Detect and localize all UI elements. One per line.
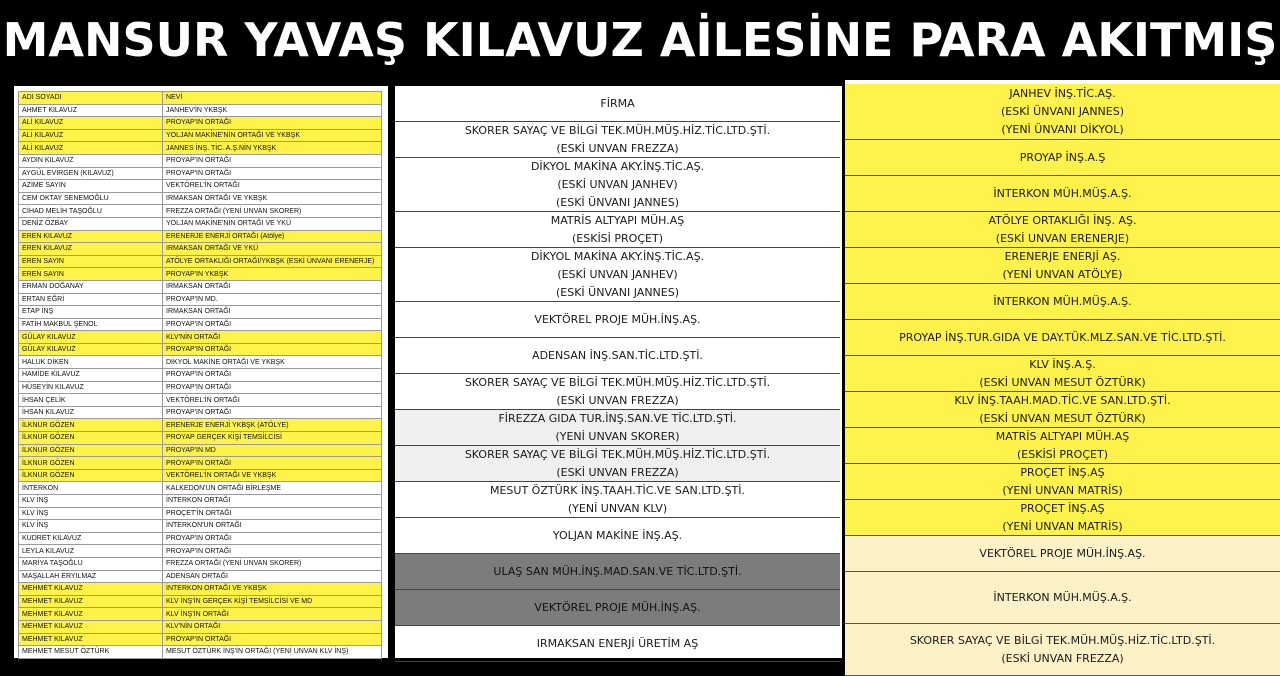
company-row <box>395 446 840 482</box>
person-name-cell: MARİYA TAŞOĞLU <box>19 557 163 570</box>
company-name: PROYAP İNŞ.A.Ş <box>1019 150 1106 164</box>
person-name-cell: ALİ KILAVUZ <box>19 129 163 142</box>
person-role-cell: IRMAKSAN ORTAĞI VE YKBŞK <box>163 192 382 205</box>
company-row <box>395 410 840 446</box>
person-name-cell: KLV İNŞ <box>19 507 163 520</box>
person-role-cell: PROYAP'IN MD. <box>163 293 382 306</box>
company-note: (ESKİSİ PROÇET) <box>572 231 663 245</box>
person-name-cell: EREN KILAVUZ <box>19 243 163 256</box>
table-row <box>19 646 382 659</box>
person-name-cell: LEYLA KILAVUZ <box>19 545 163 558</box>
person-role-cell: FREZZA ORTAĞI (YENİ UNVAN SKORER) <box>163 205 382 218</box>
person-role-cell: KLV İNŞ'İN ORTAĞI <box>163 608 382 621</box>
person-role-cell: İNTERKON'UN ORTAĞI <box>163 520 382 533</box>
table-row <box>19 167 382 180</box>
company-table-panel <box>395 86 842 658</box>
company-row <box>395 302 840 338</box>
person-name-cell: AYGÜL EVİRGEN (KILAVUZ) <box>19 167 163 180</box>
table-row <box>19 620 382 633</box>
company-note: (ESKİ UNVAN FREZZA) <box>556 141 679 155</box>
company-rename-row <box>845 464 1280 500</box>
table-row <box>19 495 382 508</box>
table-row <box>19 482 382 495</box>
person-role-cell: DİKYOL MAKİNE ORTAĞI VE YKBŞK <box>163 356 382 369</box>
company-row <box>395 248 840 302</box>
company-rename-row <box>845 248 1280 284</box>
person-name-cell: AYDIN KILAVUZ <box>19 154 163 167</box>
company-name: ULAŞ SAN MÜH.İNŞ.MAD.SAN.VE TİC.LTD.ŞTİ. <box>493 564 742 578</box>
header-name-cell: ADI SOYADI <box>19 92 163 105</box>
company-row <box>395 518 840 554</box>
headline: MANSUR YAVAŞ KILAVUZ AİLESİNE PARA AKITMIŞ <box>2 13 1278 67</box>
company-note: (ESKİ UNVAN JANHEV) <box>557 177 678 191</box>
person-name-cell: KUDRET KILAVUZ <box>19 532 163 545</box>
person-role-cell: PROYAP'IN ORTAĞI <box>163 167 382 180</box>
table-row <box>19 381 382 394</box>
person-role-cell: ERENERJE ENERJİ ORTAĞI (Atölye) <box>163 230 382 243</box>
company-note: (YENİ UNVAN MATRİS) <box>1002 519 1123 533</box>
table-row <box>19 595 382 608</box>
company-row <box>395 212 840 248</box>
company-note: (ESKİ ÜNVANI JANNES) <box>555 285 680 299</box>
person-role-cell: PROYAP'IN ORTAĞI <box>163 457 382 470</box>
company-rename-row <box>845 624 1280 676</box>
table-row <box>19 369 382 382</box>
person-role-table <box>18 91 382 659</box>
person-role-cell: PROYAP'IN ORTAĞI <box>163 381 382 394</box>
person-role-table-panel <box>14 86 388 658</box>
person-role-cell: IRMAKSAN ORTAĞI <box>163 280 382 293</box>
person-name-cell: MEHMET KILAVUZ <box>19 608 163 621</box>
company-note: (YENİ UNVAN KLV) <box>567 501 668 515</box>
table-row <box>19 142 382 155</box>
company-name: SKORER SAYAÇ VE BİLGİ TEK.MÜH.MÜŞ.HİZ.TİC.LTD.ŞTİ. <box>909 633 1216 647</box>
company-name: JANHEV İNŞ.TİC.AŞ. <box>1009 86 1116 100</box>
company-rename-row <box>845 536 1280 572</box>
table-row <box>19 205 382 218</box>
person-name-cell: HALUK DİKEN <box>19 356 163 369</box>
person-name-cell: MEHMET KILAVUZ <box>19 583 163 596</box>
person-name-cell: KLV İNŞ <box>19 520 163 533</box>
person-name-cell: CİHAD MELİH TAŞOĞLU <box>19 205 163 218</box>
company-name: ERENERJE ENERJİ AŞ. <box>1004 249 1121 263</box>
table-row <box>19 532 382 545</box>
company-name: IRMAKSAN ENERJİ ÜRETİM AŞ <box>536 636 699 650</box>
company-row <box>395 482 840 518</box>
company-note: (ESKİ UNVAN JANHEV) <box>557 267 678 281</box>
person-role-cell: ATÖLYE ORTAKLIĞI ORTAĞI/YKBŞK (ESKİ ÜNVANI ERENERJE) <box>163 255 382 268</box>
company-name: PROYAP İNŞ.TUR.GIDA VE DAY.TÜK.MLZ.SAN.VE TİC.LTD.ŞTİ. <box>899 330 1226 344</box>
company-name: ATÖLYE ORTAKLIĞI İNŞ. AŞ. <box>988 213 1137 227</box>
person-role-cell: JANHEV'İN YKBŞK <box>163 104 382 117</box>
person-role-cell: IRMAKSAN ORTAĞI VE YKÜ <box>163 243 382 256</box>
company-name: İNTERKON MÜH.MÜŞ.A.Ş. <box>993 294 1132 308</box>
person-name-cell: ERMAN DOĞANAY <box>19 280 163 293</box>
company-note: (YENİ UNVAN SKORER) <box>555 429 680 443</box>
company-note: (ESKİ UNVAN MESUT ÖZTÜRK) <box>979 375 1146 389</box>
person-role-cell: YOLJAN MAKİNE'NİN ORTAĞI VE YKBŞK <box>163 129 382 142</box>
table-row <box>19 507 382 520</box>
person-role-cell: KALKEDON'UN ORTAĞI BİRLEŞME <box>163 482 382 495</box>
table-row <box>19 129 382 142</box>
person-name-cell: İLKNUR GÖZEN <box>19 419 163 432</box>
table-row <box>19 280 382 293</box>
company-rename-row <box>845 212 1280 248</box>
table-row <box>19 217 382 230</box>
company-name: MATRİS ALTYAPI MÜH.AŞ <box>550 213 685 227</box>
person-role-cell: PROYAP'IN ORTAĞI <box>163 532 382 545</box>
person-name-cell: GÜLAY KILAVUZ <box>19 343 163 356</box>
person-name-cell: DENİZ ÖZBAY <box>19 217 163 230</box>
table-row <box>19 104 382 117</box>
company-name: VEKTÖREL PROJE MÜH.İNŞ.AŞ. <box>534 312 701 326</box>
person-name-cell: MEHMET KILAVUZ <box>19 633 163 646</box>
company-row <box>395 626 840 662</box>
company-name: DİKYOL MAKİNA AKY.İNŞ.TİC.AŞ. <box>530 249 705 263</box>
company-note: (ESKİ ÜNVANI JANNES) <box>555 195 680 209</box>
person-role-cell: VEKTÖREL'İN ORTAĞI <box>163 394 382 407</box>
company-name: MATRİS ALTYAPI MÜH.AŞ <box>995 429 1130 443</box>
company-row <box>395 86 840 122</box>
person-role-cell: PROYAP'IN ORTAĞI <box>163 369 382 382</box>
person-role-cell: PROYAP'IN ORTAĞI <box>163 154 382 167</box>
company-rename-row <box>845 176 1280 212</box>
company-name: KLV İNŞ.TAAH.MAD.TİC.VE SAN.LTD.ŞTİ. <box>954 393 1171 407</box>
table-row <box>19 633 382 646</box>
company-name: İNTERKON MÜH.MÜŞ.A.Ş. <box>993 186 1132 200</box>
table-row <box>19 557 382 570</box>
person-role-cell: IRMAKSAN ORTAĞI <box>163 306 382 319</box>
person-name-cell: ALİ KILAVUZ <box>19 142 163 155</box>
company-note: (ESKİ ÜNVANI JANNES) <box>1000 104 1125 118</box>
person-name-cell: MEHMET KILAVUZ <box>19 595 163 608</box>
person-role-cell: PROYAP'IN ORTAĞI <box>163 343 382 356</box>
person-role-cell: PROÇET'İN ORTAĞI <box>163 507 382 520</box>
person-name-cell: AZİME SAYIN <box>19 180 163 193</box>
person-name-cell: EREN SAYIN <box>19 268 163 281</box>
table-row <box>19 180 382 193</box>
company-note: (YENİ UNVAN MATRİS) <box>1002 483 1123 497</box>
person-name-cell: KLV İNŞ <box>19 495 163 508</box>
company-rename-row <box>845 500 1280 536</box>
table-row <box>19 520 382 533</box>
person-role-cell: PROYAP'IN YKBŞK <box>163 268 382 281</box>
company-note: (ESKİ UNVAN ERENERJE) <box>995 231 1130 245</box>
company-row <box>395 590 840 626</box>
person-role-cell: İNTERKON ORTAĞI <box>163 495 382 508</box>
company-name: FİRMA <box>600 96 635 110</box>
person-role-cell: İNTERKON ORTAĞI VE YKBŞK <box>163 583 382 596</box>
person-role-cell: VEKTÖREL'İN ORTAĞI <box>163 180 382 193</box>
person-role-cell: KLV'NİN ORTAĞI <box>163 331 382 344</box>
person-name-cell: EREN KILAVUZ <box>19 230 163 243</box>
person-name-cell: İLKNUR GÖZEN <box>19 469 163 482</box>
company-rename-table-panel <box>845 80 1280 672</box>
table-row <box>19 293 382 306</box>
table-row <box>19 230 382 243</box>
person-role-cell: ERENERJE ENERJİ YKBŞK (ATÖLYE) <box>163 419 382 432</box>
table-row <box>19 154 382 167</box>
company-name: FİREZZA GIDA TUR.İNŞ.SAN.VE TİC.LTD.ŞTİ. <box>498 411 737 425</box>
company-note: (YENİ UNVAN ATÖLYE) <box>1002 267 1123 281</box>
table-row <box>19 268 382 281</box>
company-note: (ESKİ UNVAN MESUT ÖZTÜRK) <box>979 411 1146 425</box>
person-role-cell: PROYAP'IN ORTAĞI <box>163 117 382 130</box>
company-row <box>395 554 840 590</box>
person-role-cell: PROYAP'IN ORTAĞI <box>163 406 382 419</box>
company-rename-row <box>845 572 1280 624</box>
company-name: VEKTÖREL PROJE MÜH.İNŞ.AŞ. <box>979 546 1146 560</box>
person-role-cell: PROYAP GERÇEK KİŞİ TEMSİLCİSİ <box>163 432 382 445</box>
company-name: SKORER SAYAÇ VE BİLGİ TEK.MÜH.MÜŞ.HİZ.TİC.LTD.ŞTİ. <box>464 123 771 137</box>
company-note: (ESKİ UNVAN FREZZA) <box>556 465 679 479</box>
person-name-cell: FATİH MAKBUL ŞENOL <box>19 318 163 331</box>
table-header-row <box>19 92 382 105</box>
person-name-cell: İLKNUR GÖZEN <box>19 432 163 445</box>
company-name: ADENSAN İNŞ.SAN.TİC.LTD.ŞTİ. <box>532 348 703 362</box>
person-role-cell: PROYAP'IN MD <box>163 444 382 457</box>
person-role-cell: PROYAP'IN ORTAĞI <box>163 545 382 558</box>
table-row <box>19 255 382 268</box>
person-name-cell: EREN SAYIN <box>19 255 163 268</box>
table-row <box>19 457 382 470</box>
person-name-cell: MEHMET MESUT ÖZTÜRK <box>19 646 163 659</box>
company-name: PROÇET İNŞ.AŞ <box>1020 465 1105 479</box>
person-name-cell: MEHMET KILAVUZ <box>19 620 163 633</box>
person-name-cell: GÜLAY KILAVUZ <box>19 331 163 344</box>
company-name: KLV İNŞ.A.Ş. <box>1029 357 1096 371</box>
company-name: MESUT ÖZTÜRK İNŞ.TAAH.TİC.VE SAN.LTD.ŞTİ. <box>489 483 746 497</box>
person-role-cell: JANNES İNŞ. TİC. A.Ş.NİN YKBŞK <box>163 142 382 155</box>
person-role-cell: YOLJAN MAKİNE'NİN ORTAĞI VE YKÜ <box>163 217 382 230</box>
header-role-cell: NEVİ <box>163 92 382 105</box>
person-role-cell: KLV'NİN ORTAĞI <box>163 620 382 633</box>
table-row <box>19 419 382 432</box>
company-name: SKORER SAYAÇ VE BİLGİ TEK.MÜH.MÜŞ.HİZ.TİC.LTD.ŞTİ. <box>464 375 771 389</box>
person-role-cell: KLV İNŞ'İN GERÇEK KİŞİ TEMSİLCİSİ VE MD <box>163 595 382 608</box>
company-name: PROÇET İNŞ.AŞ <box>1020 501 1105 515</box>
person-name-cell: CEM OKTAY SENEMOĞLU <box>19 192 163 205</box>
person-name-cell: ERTAN EĞRİ <box>19 293 163 306</box>
table-row <box>19 570 382 583</box>
table-row <box>19 444 382 457</box>
company-note: (YENİ ÜNVANI DİKYOL) <box>1001 122 1124 136</box>
person-role-cell: ADENSAN ORTAĞI <box>163 570 382 583</box>
person-name-cell: İLKNUR GÖZEN <box>19 444 163 457</box>
company-row <box>395 374 840 410</box>
table-row <box>19 318 382 331</box>
person-name-cell: İLKNUR GÖZEN <box>19 457 163 470</box>
person-role-cell: PROYAP'IN ORTAĞI <box>163 633 382 646</box>
company-rename-row <box>845 140 1280 176</box>
person-name-cell: HÜSEYİN KILAVUZ <box>19 381 163 394</box>
company-name: YOLJAN MAKİNE İNŞ.AŞ. <box>552 528 683 542</box>
company-rename-row <box>845 320 1280 356</box>
company-note: (ESKİ UNVAN FREZZA) <box>556 393 679 407</box>
company-name: İNTERKON MÜH.MÜŞ.A.Ş. <box>993 590 1132 604</box>
person-role-cell: MESUT ÖZTÜRK İNŞ'İN ORTAĞI (YENİ UNVAN KLV İNŞ) <box>163 646 382 659</box>
company-rename-row <box>845 84 1280 140</box>
person-name-cell: HAMİDE KILAVUZ <box>19 369 163 382</box>
company-row <box>395 122 840 158</box>
table-row <box>19 545 382 558</box>
table-row <box>19 343 382 356</box>
company-note: (ESKİSİ PROÇET) <box>1017 447 1108 461</box>
person-name-cell: İHSAN KILAVUZ <box>19 406 163 419</box>
person-name-cell: ALİ KILAVUZ <box>19 117 163 130</box>
person-name-cell: AHMET KILAVUZ <box>19 104 163 117</box>
company-row <box>395 338 840 374</box>
company-name: DİKYOL MAKİNA AKY.İNŞ.TİC.AŞ. <box>530 159 705 173</box>
company-name: VEKTÖREL PROJE MÜH.İNŞ.AŞ. <box>534 600 701 614</box>
company-rename-row <box>845 428 1280 464</box>
table-row <box>19 243 382 256</box>
person-name-cell: İNTERKON <box>19 482 163 495</box>
table-row <box>19 432 382 445</box>
person-name-cell: ETAP İNŞ <box>19 306 163 319</box>
table-row <box>19 406 382 419</box>
company-rename-row <box>845 392 1280 428</box>
table-row <box>19 469 382 482</box>
company-rename-row <box>845 284 1280 320</box>
company-rename-row <box>845 356 1280 392</box>
table-row <box>19 394 382 407</box>
table-row <box>19 331 382 344</box>
table-row <box>19 117 382 130</box>
person-role-cell: FREZZA ORTAĞI (YENİ UNVAN SKORER) <box>163 557 382 570</box>
person-name-cell: İHSAN ÇELİK <box>19 394 163 407</box>
company-note: (ESKİ UNVAN FREZZA) <box>1001 651 1124 665</box>
person-role-cell: PROYAP'IN ORTAĞI <box>163 318 382 331</box>
table-row <box>19 356 382 369</box>
person-role-cell: VEKTÖREL'İN ORTAĞI VE YKBŞK <box>163 469 382 482</box>
person-name-cell: MAŞALLAH ERYILMAZ <box>19 570 163 583</box>
company-name: SKORER SAYAÇ VE BİLGİ TEK.MÜH.MÜŞ.HİZ.TİC.LTD.ŞTİ. <box>464 447 771 461</box>
table-row <box>19 306 382 319</box>
table-row <box>19 583 382 596</box>
company-row <box>395 158 840 212</box>
table-row <box>19 192 382 205</box>
table-row <box>19 608 382 621</box>
